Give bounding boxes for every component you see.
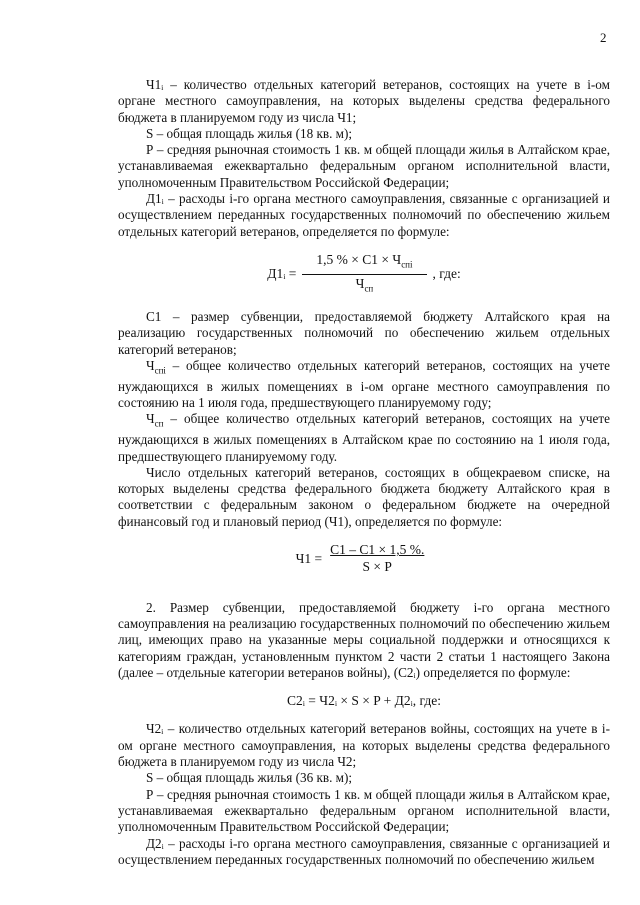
numerator: 1,5 % × $С1 \times Ч_{cпi}$ bbox=[302, 252, 426, 275]
denominator: S × P bbox=[362, 559, 392, 575]
numerator: С1 – С1 × 1,5 %. bbox=[330, 542, 425, 558]
paragraph: $Ч_{сп}$ – общее количество отдельных категорий ветеранов, состоящих на учете нуждающихся в жилых помещениях в Алтайском крае по состоянию на 1 июля года, предшествующего планируемому году. bbox=[118, 411, 610, 464]
formula-lhs: Д1ᵢ = bbox=[267, 266, 297, 282]
paragraph: Д2ᵢ – расходы i-го органа местного самоуправления, связанные с организацией и осуществлением переданных государственных полномочий по обеспечению жильем bbox=[118, 835, 610, 867]
paragraph: Р – средняя рыночная стоимость 1 кв. м общей площади жилья в Алтайском крае, устанавливаемая ежеквартально федеральным органом исполнительной власти, уполномоченным Правительством Российской Федерации; bbox=[118, 786, 610, 835]
paragraph: С1 – размер субвенции, предоставляемой бюджету Алтайского края на реализацию государственных полномочий по обеспечению жильем отдельных категорий ветеранов; bbox=[118, 308, 610, 357]
fraction bbox=[328, 542, 426, 576]
paragraph: Число отдельных категорий ветеранов, состоящих в общекраевом списке, на которых выделены средства федерального бюджета бюджету Алтайского края в соответствии с федеральным законом о федеральном бюджете на очередной финансовый год и плановый период (Ч1), определяется по формуле: bbox=[118, 464, 610, 529]
paragraph: S – общая площадь жилья (18 кв. м); bbox=[146, 125, 353, 141]
paragraph: Д1ᵢ – расходы i-го органа местного самоуправления, связанные с организацией и осуществлением переданных государственных полномочий по обеспечению жильем отдельных категорий ветеранов, определяется по формуле: bbox=[118, 191, 610, 239]
fraction bbox=[302, 252, 426, 297]
formula-tail: , где: bbox=[432, 266, 461, 282]
page-number: 2 bbox=[600, 30, 607, 45]
paragraph: Р – средняя рыночная стоимость 1 кв. м общей площади жилья в Алтайском крае, устанавливаемая ежеквартально федеральным органом исполнительной власти, уполномоченным Правительством Российской Федерации; bbox=[118, 142, 610, 190]
formula-d1 bbox=[118, 252, 610, 297]
document-body bbox=[118, 77, 610, 868]
formula-ch1 bbox=[118, 542, 610, 576]
formula-lhs: Ч1 = bbox=[295, 550, 323, 566]
paragraph: $Ч_{cпi}$ – общее количество отдельных категорий ветеранов, состоящих на учете нуждающихся в жилых помещениях в i-ом органе местного самоуправления по состоянию на 1 июля года, предшествующего планируемому году; bbox=[118, 357, 610, 411]
paragraph: S – общая площадь жилья (36 кв. м); bbox=[146, 770, 353, 786]
paragraph: Ч1ᵢ – количество отдельных категорий ветеранов, состоящих на учете в i-ом органе местного самоуправления, на которых выделены средства федерального бюджета в планируемом году из числа Ч1; bbox=[118, 77, 610, 125]
denominator: $Ч_{сп}$ bbox=[355, 275, 374, 294]
formula-c2: С2ᵢ = Ч2ᵢ × S × P + Д2ᵢ, где: bbox=[286, 693, 442, 709]
paragraph: 2. Размер субвенции, предоставляемой бюджету i-го органа местного самоуправления на реализацию государственных полномочий по обеспечению жильем лиц, имеющих право на указанные меры социальной поддержки и относящихся к категориям граждан, установленным пунктом 2 части 2 статьи 1 настоящего Закона (далее – отдельные категории ветеранов войны), (С2ᵢ) определяется по формуле: bbox=[118, 599, 610, 680]
paragraph: Ч2ᵢ – количество отдельных категорий ветеранов войны, состоящих на учете в i-ом органе местного самоуправления, на которых выделены средства федерального бюджета в планируемом году из числа Ч2; bbox=[118, 721, 610, 770]
